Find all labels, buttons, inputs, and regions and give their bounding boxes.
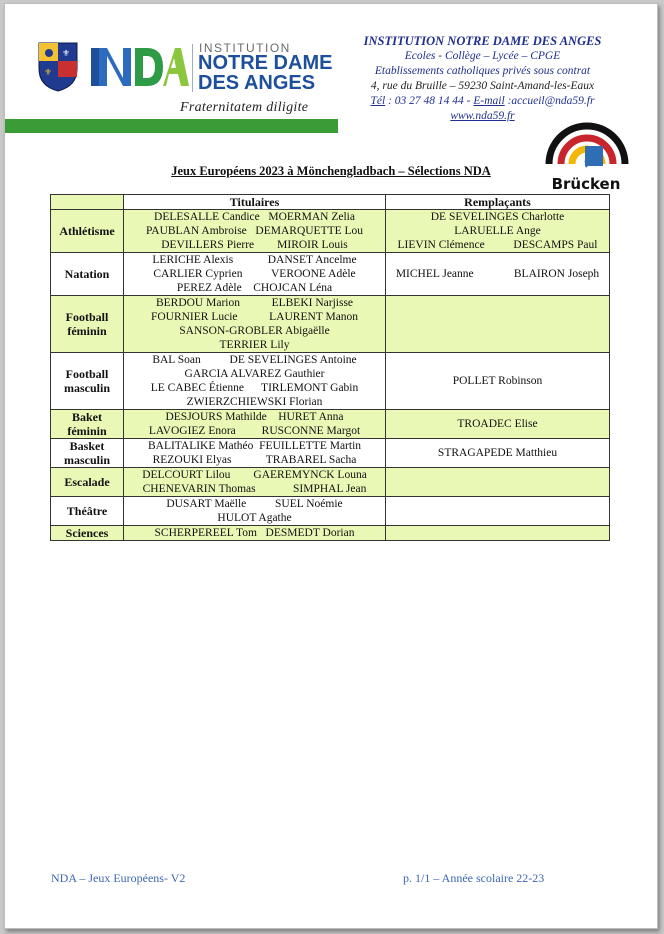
titulaire-line: PEREZ Adèle CHOJCAN Léna [176,282,333,294]
sport-cell: Basket masculin [51,439,124,468]
brand-name-line2: DES ANGES [198,72,316,94]
document-page [4,3,658,929]
sport-cell: Athlétisme [51,210,124,253]
school-phone-email [345,94,620,109]
titulaire-line: FOURNIER Lucie LAURENT Manon [150,311,359,323]
sport-cell: Football masculin [51,353,124,410]
table-row [51,296,610,353]
titulaire-line: TERRIER Lily [219,339,290,351]
nda-logo-icon [89,44,189,90]
table-row [51,439,610,468]
brand-name-line1: NOTRE DAME [198,52,333,74]
table-row [51,468,610,497]
remplacant-line: DE SEVELINGES Charlotte [430,211,565,223]
remplacants-cell [386,468,610,497]
titulaire-line: LERICHE Alexis DANSET Ancelme [152,254,357,266]
titulaire-line: PAUBLAN Ambroise DEMARQUETTE Lou [145,225,364,237]
green-banner-bar [5,119,338,133]
titulaires-cell [124,296,386,353]
titulaire-line: ZWIERZCHIEWSKI Florian [186,396,323,408]
remplacants-cell [386,353,610,410]
table-row [51,353,610,410]
sport-cell: Théâtre [51,497,124,526]
coat-of-arms-icon [38,42,78,92]
titulaire-line: BALITALIKE Mathéo FEUILLETTE Martin [147,440,362,452]
header-titulaires: Titulaires [124,195,386,210]
email-value[interactable]: :accueil@nda59.fr [504,95,595,107]
svg-text:⚜: ⚜ [43,68,53,78]
titulaire-line: GARCIA ALVAREZ Gauthier [184,368,325,380]
titulaires-cell [124,497,386,526]
sport-cell: Sciences [51,526,124,541]
titulaire-line: SANSON-GROBLER Abigaëlle [179,325,330,337]
brand-institution-label: INSTITUTION [199,41,291,55]
table-row [51,253,610,296]
partner-logo-line1: Brücken [551,175,621,193]
remplacants-cell [386,410,610,439]
remplacants-cell [386,210,610,253]
brand-motto: Fraternitatem diligite [180,100,309,115]
remplacants-cell [386,296,610,353]
sport-cell: Escalade [51,468,124,497]
remplacant-line: LARUELLE Ange [454,225,541,237]
header-sport [51,195,124,210]
footer-right: p. 1/1 – Année scolaire 22-23 [403,871,545,885]
table-row [51,410,610,439]
header-remplacants: Remplaçants [386,195,610,210]
brand-name [198,53,332,93]
table-header-row [51,195,610,210]
website-link[interactable]: www.nda59.fr [450,110,515,122]
sport-cell: Baket féminin [51,410,124,439]
titulaire-line: DELESALLE Candice MOERMAN Zelia [154,211,355,223]
school-address: 4, rue du Bruille – 59230 Saint-Amand-les-Eaux [370,80,595,92]
titulaire-line: BERDOU Marion ELBEKI Narjisse [155,297,354,309]
school-levels: Ecoles - Collège – Lycée – CPGE [404,50,561,62]
titulaire-line: DESJOURS Mathilde HURET Anna [165,411,344,423]
table-row [51,526,610,541]
footer-left: NDA – Jeux Européens- V2 [51,871,186,885]
titulaires-cell [124,468,386,497]
titulaires-cell [124,526,386,541]
email-label: E-mail [473,95,505,107]
titulaires-cell [124,353,386,410]
titulaire-line: BAL Soan DE SEVELINGES Antoine [152,354,357,366]
titulaire-line: REZOUKI Elyas TRABAREL Sacha [152,454,357,466]
remplacant-line: STRAGAPEDE Matthieu [437,447,558,459]
tel-label: Tél [370,95,386,107]
remplacant-line: LIEVIN Clémence DESCAMPS Paul [397,239,598,251]
remplacant-line: MICHEL Jeanne BLAIRON Joseph [395,268,600,280]
selections-table [50,194,610,541]
school-title: INSTITUTION NOTRE DAME DES ANGES [363,34,602,48]
remplacant-line: POLLET Robinson [452,375,543,387]
titulaire-line: DUSART Maëlle SUEL Noémie [166,498,343,510]
school-status: Etablissements catholiques privés sous contrat [374,65,591,77]
titulaire-line: DEVILLERS Pierre MIROIR Louis [161,239,348,251]
table-row [51,497,610,526]
titulaires-cell [124,410,386,439]
remplacants-cell [386,497,610,526]
sport-cell: Football féminin [51,296,124,353]
table-row [51,210,610,253]
titulaire-line: LAVOGIEZ Enora RUSCONNE Margot [148,425,361,437]
titulaires-cell [124,210,386,253]
remplacants-cell [386,526,610,541]
sport-cell: Natation [51,253,124,296]
titulaire-line: DELCOURT Lilou GAEREMYNCK Louna [142,469,367,481]
remplacants-cell [386,439,610,468]
titulaire-line: SCHERPEREEL Tom DESMEDT Dorian [154,527,355,539]
svg-text:⚜: ⚜ [61,49,71,59]
titulaire-line: CARLIER Cyprien VEROONE Adèle [153,268,356,280]
tel-value: : 03 27 48 14 44 - [385,95,474,107]
titulaire-line: HULOT Agathe [217,512,292,524]
titulaire-line: LE CABEC Étienne TIRLEMONT Gabin [150,382,359,394]
titulaires-cell [124,253,386,296]
school-contact-block [345,34,620,124]
brand-separator [192,44,193,92]
remplacants-cell [386,253,610,296]
titulaire-line: CHENEVARIN Thomas SIMPHAL Jean [142,483,367,495]
document-title: Jeux Européens 2023 à Mönchengladbach – Sélections NDA [171,164,491,178]
remplacant-line: TROADEC Elise [457,418,538,430]
titulaires-cell [124,439,386,468]
